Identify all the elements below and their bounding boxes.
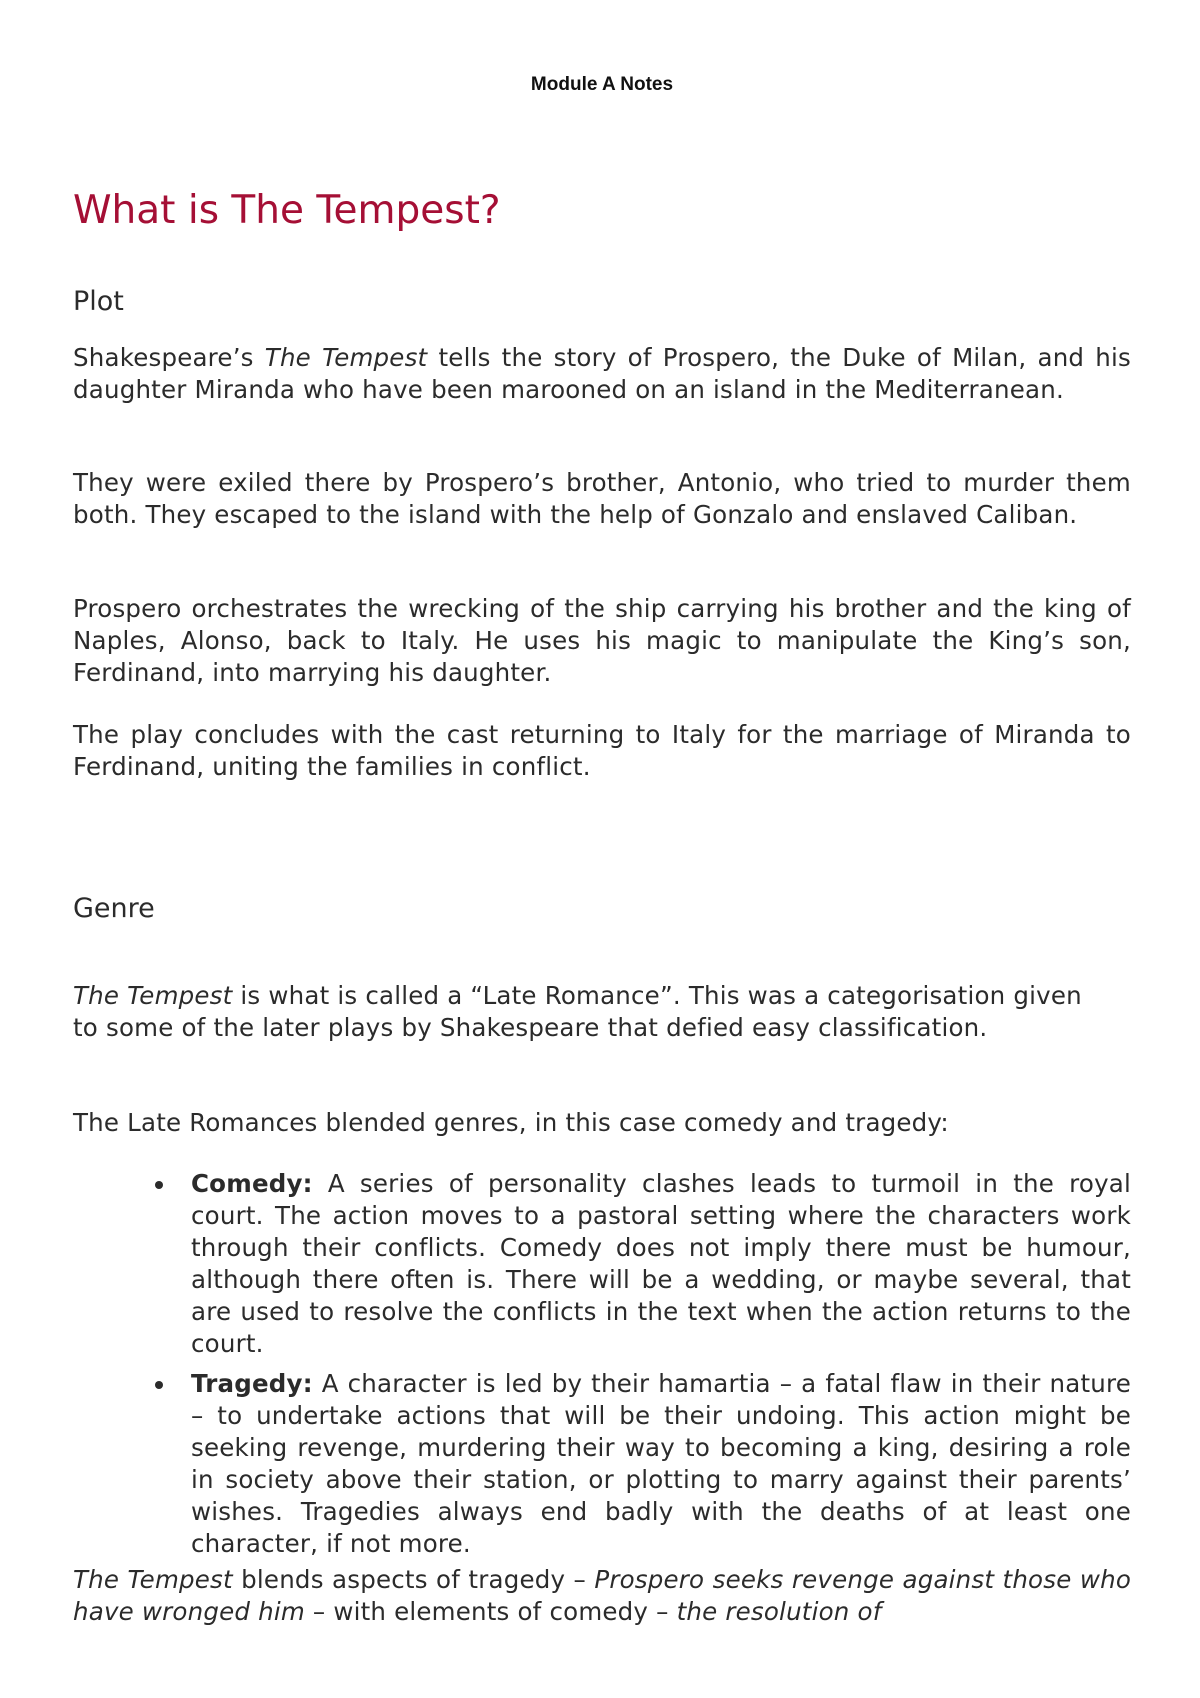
comedy-text: A series of personality clashes leads to turmoil in the royal court. The action moves to a pastoral setting where the characters work through their conflicts. Comedy does not imply there must be humour, although there often is. There will be a wedding, or maybe several, that are used to resolve the conflicts in the text when the action returns to the court. bbox=[191, 1169, 1131, 1358]
plot-paragraph-2: They were exiled there by Prospero’s brother, Antonio, who tried to murder them both. They escaped to the island with the help of Gonzalo and enslaved Caliban. bbox=[73, 468, 1131, 529]
genre-p3-italic-3: the resolution of bbox=[676, 1597, 882, 1626]
plot-paragraph-4: The play concludes with the cast returning to Italy for the marriage of Miranda to Ferdinand, uniting the families in conflict. bbox=[73, 720, 1131, 781]
plot-paragraph-1 bbox=[73, 342, 1131, 406]
genre-paragraph-1 bbox=[73, 980, 1103, 1044]
genre-heading: Genre bbox=[73, 893, 155, 924]
genre-bullet-list bbox=[73, 1168, 1131, 1568]
running-header: Module A Notes bbox=[530, 74, 674, 95]
genre-paragraph-3 bbox=[73, 1564, 1131, 1628]
plot-p1-post: tells the story of Prospero, the Duke of Milan, and his daughter Miranda who have been marooned on an island in the Mediterranean. bbox=[73, 343, 1132, 404]
plot-paragraph-3: Prospero orchestrates the wrecking of the ship carrying his brother and the king of Naples, Alonso, back to Italy. He uses his magic to manipulate the King’s son, Ferdinand, into marrying his daughter. bbox=[73, 594, 1131, 687]
genre-paragraph-2: The Late Romances blended genres, in this case comedy and tragedy: bbox=[73, 1108, 949, 1137]
genre-p1-italic: The Tempest bbox=[73, 981, 233, 1010]
plot-p1-italic: The Tempest bbox=[264, 343, 428, 372]
genre-p1-post: is what is called a “Late Romance”. This was a categorisation given to some of the later plays by Shakespeare that defied easy classification. bbox=[73, 981, 1082, 1042]
tragedy-text: A character is led by their hamartia – a fatal flaw in their nature – to undertake actions that will be their undoing. This action might be seeking revenge, murdering their way to becoming a king, desiring a role in society above their station, or plotting to marry against their parents’ wishes. Tragedies always end badly with the deaths of at least one character, if not more. bbox=[191, 1369, 1131, 1558]
plot-heading: Plot bbox=[73, 286, 124, 317]
plot-p1-pre: Shakespeare’s bbox=[73, 343, 265, 372]
genre-p3-italic-1: The Tempest bbox=[73, 1565, 233, 1594]
genre-p3-text-2: – with elements of comedy – bbox=[304, 1597, 677, 1626]
list-item-tragedy bbox=[73, 1368, 1131, 1560]
genre-p3-italic-2: Prospero seeks revenge against those who have wronged him bbox=[73, 1565, 1132, 1626]
bullet-icon bbox=[155, 1381, 163, 1389]
comedy-label: Comedy: bbox=[191, 1169, 313, 1198]
document-title: What is The Tempest? bbox=[73, 188, 501, 233]
bullet-icon bbox=[155, 1181, 163, 1189]
tragedy-label: Tragedy: bbox=[191, 1369, 313, 1398]
genre-p3-text-1: blends aspects of tragedy – bbox=[232, 1565, 595, 1594]
list-item-comedy bbox=[73, 1168, 1131, 1360]
